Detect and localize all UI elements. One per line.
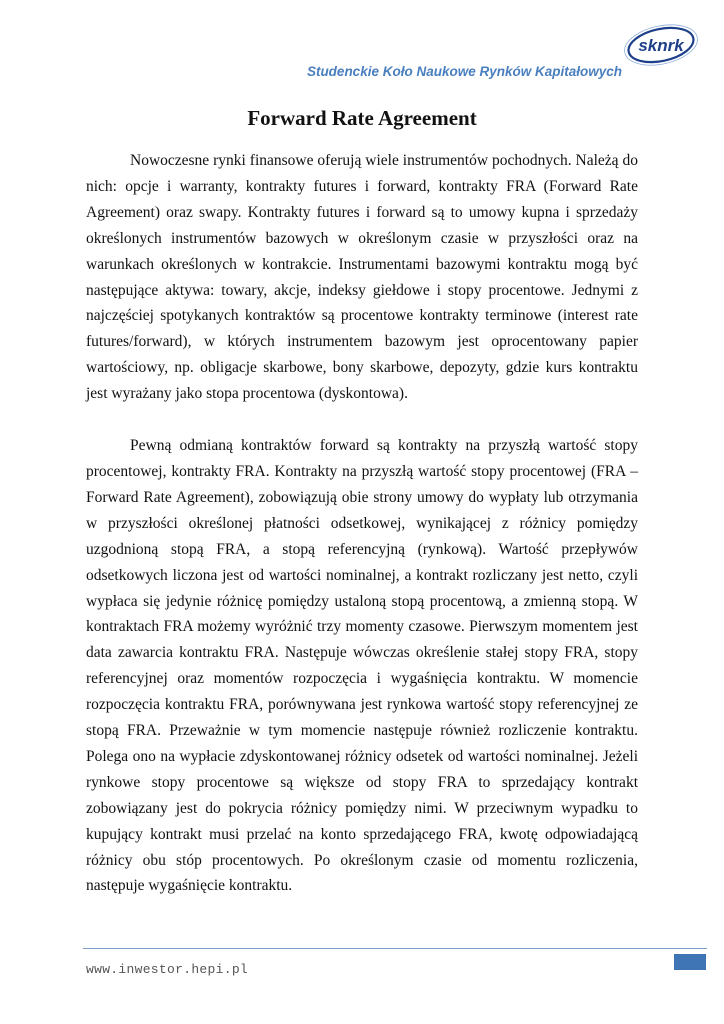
paragraph-2: Pewną odmianą kontraktów forward są kontrakty na przyszłą wartość stopy procentowej, kontrakty FRA. Kontrakty na przyszłą wartość stopy procentowej (FRA – Forward Rate Agreement), zobowiązują obie strony umowy do wypłaty lub otrzymania w przyszłości określonej płatności odsetkowej, wynikającej z różnicy pomiędzy uzgodnioną stopą FRA, a stopą referencyjną (rynkową). Wartość przepływów odsetkowych liczona jest od wartości nominalnej, a kontrakt rozliczany jest netto, czyli wypłaca się jedynie różnicę pomiędzy ustaloną stopą procentową, a zmienną stopą. W kontraktach FRA możemy wyróżnić trzy momenty czasowe. Pierwszym momentem jest data zawarcia kontraktu FRA. Następuje wówczas określenie stałej stopy FRA, stopy referencyjnej oraz momentów rozpoczęcia i wygaśnięcia kontraktu. W momencie rozpoczęcia kontraktu FRA, porównywana jest rynkowa wartość stopy referencyjnej ze stopą FRA. Przeważnie w tym momencie następuje również rozliczenie kontraktu. Polega ono na wypłacie zdyskontowanej różnicy odsetek od wartości nominalnej. Jeżeli rynkowe stopy procentowe są większe od stopy FRA to sprzedający kontrakt zobowiązany jest do pokrycia różnicy pomiędzy nimi. W przeciwnym wypadku to kupujący kontrakt musi przelać na konto sprzedającego FRA, kwotę odpowiadającą różnicy obu stóp procentowych. Po określonym czasie od momentu rozliczenia, następuje wygaśnięcie kontraktu. [86, 437, 638, 895]
footer-page-marker [674, 954, 706, 970]
document-body [86, 148, 638, 899]
organization-header: Studenckie Koło Naukowe Rynków Kapitałowych [306, 64, 622, 79]
footer-url: www.inwestor.hepi.pl [86, 962, 249, 977]
paragraph-1: Nowoczesne rynki finansowe oferują wiele instrumentów pochodnych. Należą do nich: opcje i warranty, kontrakty futures i forward, kontrakty FRA (Forward Rate Agreement) oraz swapy. Kontrakty futures i forward są to umowy kupna i sprzedaży określonych instrumentów bazowych w określonym czasie w przyszłości oraz na warunkach określonych w kontrakcie. Instrumentami bazowymi kontraktu mogą być następujące aktywa: towary, akcje, indeksy giełdowe i stopy procentowe. Jednymi z najczęściej spotykanych kontraktów są procentowe kontrakty terminowe (interest rate futures/forward), w których instrumentem bazowym jest oprocentowany papier wartościowy, np. obligacje skarbowe, bony skarbowe, depozyty, gdzie kurs kontraktu jest wyrażany jako stopa procentowa (dyskontowa). [86, 152, 638, 403]
footer-divider [83, 948, 707, 949]
logo-text: sknrk [638, 36, 684, 55]
document-title: Forward Rate Agreement [247, 106, 477, 130]
sknrk-logo [616, 14, 706, 74]
